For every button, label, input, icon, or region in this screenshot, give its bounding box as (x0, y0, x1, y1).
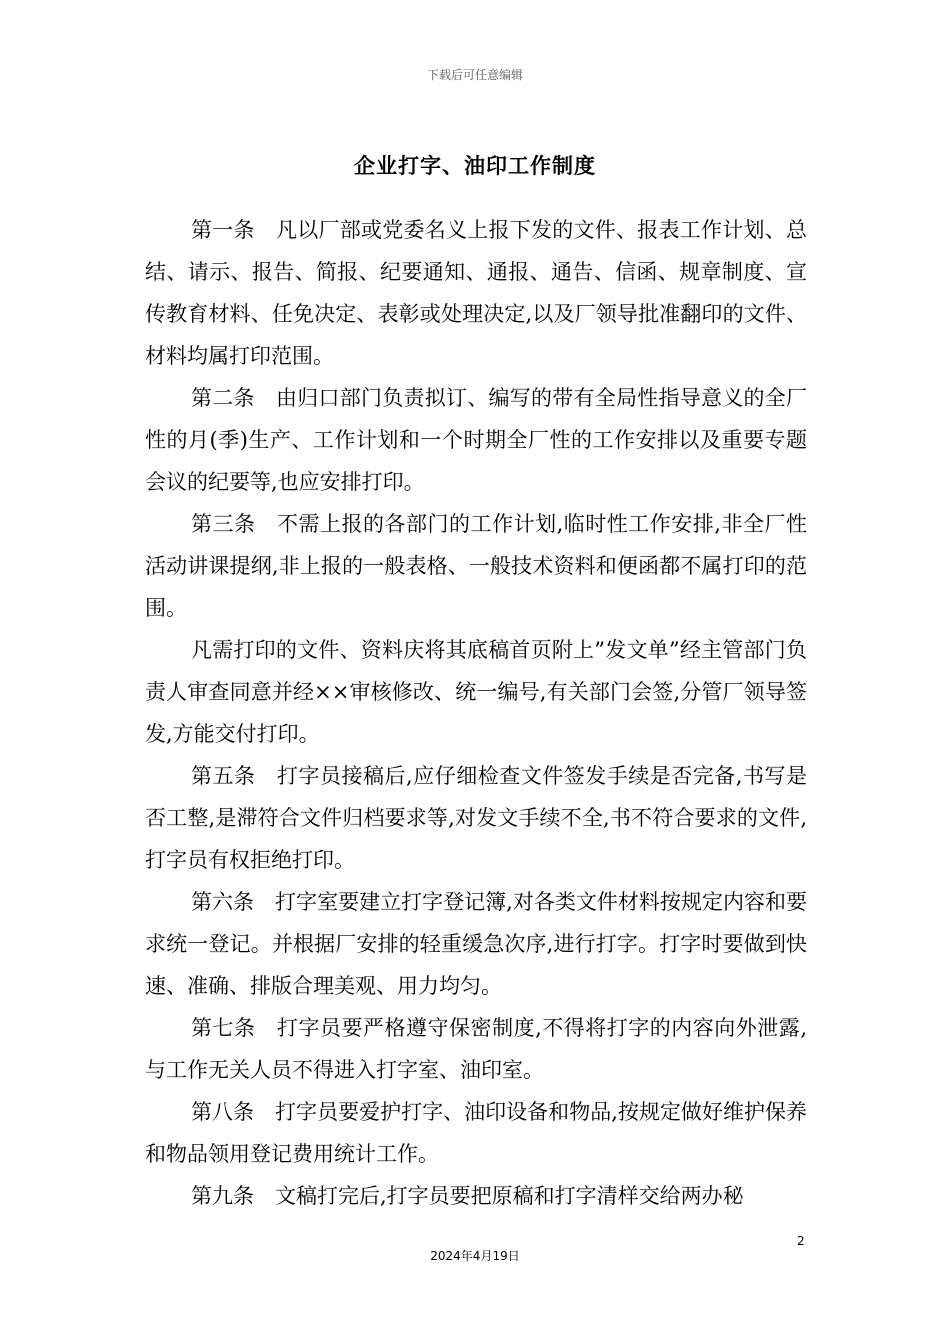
paragraph-article-2: 第二条 由归口部门负责拟订、编写的带有全局性指导意义的全厂性的月(季)生产、工作计划和一个时期全厂性的工作安排以及重要专题会议的纪要等,也应安排打印。 (145, 386, 807, 494)
header-note: 下载后可任意编辑 (426, 68, 523, 82)
paragraph-article-6: 第六条 打字室要建立打字登记簿,对各类文件材料按规定内容和要求统一登记。并根据厂安排的轻重缓急次序,进行打字。打字时要做到快速、准确、排版合理美观、用力均匀。 (145, 890, 807, 998)
document-title: 企业打字、油印工作制度 (354, 153, 596, 178)
paragraph-article-9: 第九条 文稿打完后,打字员要把原稿和打字清样交给两办秘 (191, 1184, 744, 1208)
paragraph-article-8: 第八条 打字员要爱护打字、油印设备和物品,按规定做好维护保养和物品领用登记费用统计工作。 (145, 1100, 807, 1166)
footer-date: 2024年4月19日 (430, 1249, 520, 1263)
document-body (145, 209, 807, 1217)
paragraph-article-3: 第三条 不需上报的各部门的工作计划,临时性工作安排,非全厂性活动讲课提纲,非上报的一般表格、一般技术资料和便函都不属打印的范围。 (145, 512, 807, 620)
paragraph-article-4: 凡需打印的文件、资料庆将其底稿首页附上”发文单”经主管部门负责人审查同意并经××审核修改、统一编号,有关部门会签,分管厂领导签发,方能交付打印。 (145, 638, 807, 746)
paragraph-article-5: 第五条 打字员接稿后,应仔细检查文件签发手续是否完备,书写是否工整,是滞符合文件归档要求等,对发文手续不全,书不符合要求的文件,打字员有权拒绝打印。 (145, 764, 807, 872)
paragraph-article-7: 第七条 打字员要严格遵守保密制度,不得将打字的内容向外泄露,与工作无关人员不得进入打字室、油印室。 (145, 1016, 807, 1082)
page-number: 2 (797, 1234, 805, 1248)
paragraph-article-1: 第一条 凡以厂部或党委名义上报下发的文件、报表工作计划、总结、请示、报告、简报、纪要通知、通报、通告、信函、规章制度、宣传教育材料、任免决定、表彰或处理决定,以及厂领导批准翻印的文件、材料均属打印范围。 (145, 218, 807, 368)
